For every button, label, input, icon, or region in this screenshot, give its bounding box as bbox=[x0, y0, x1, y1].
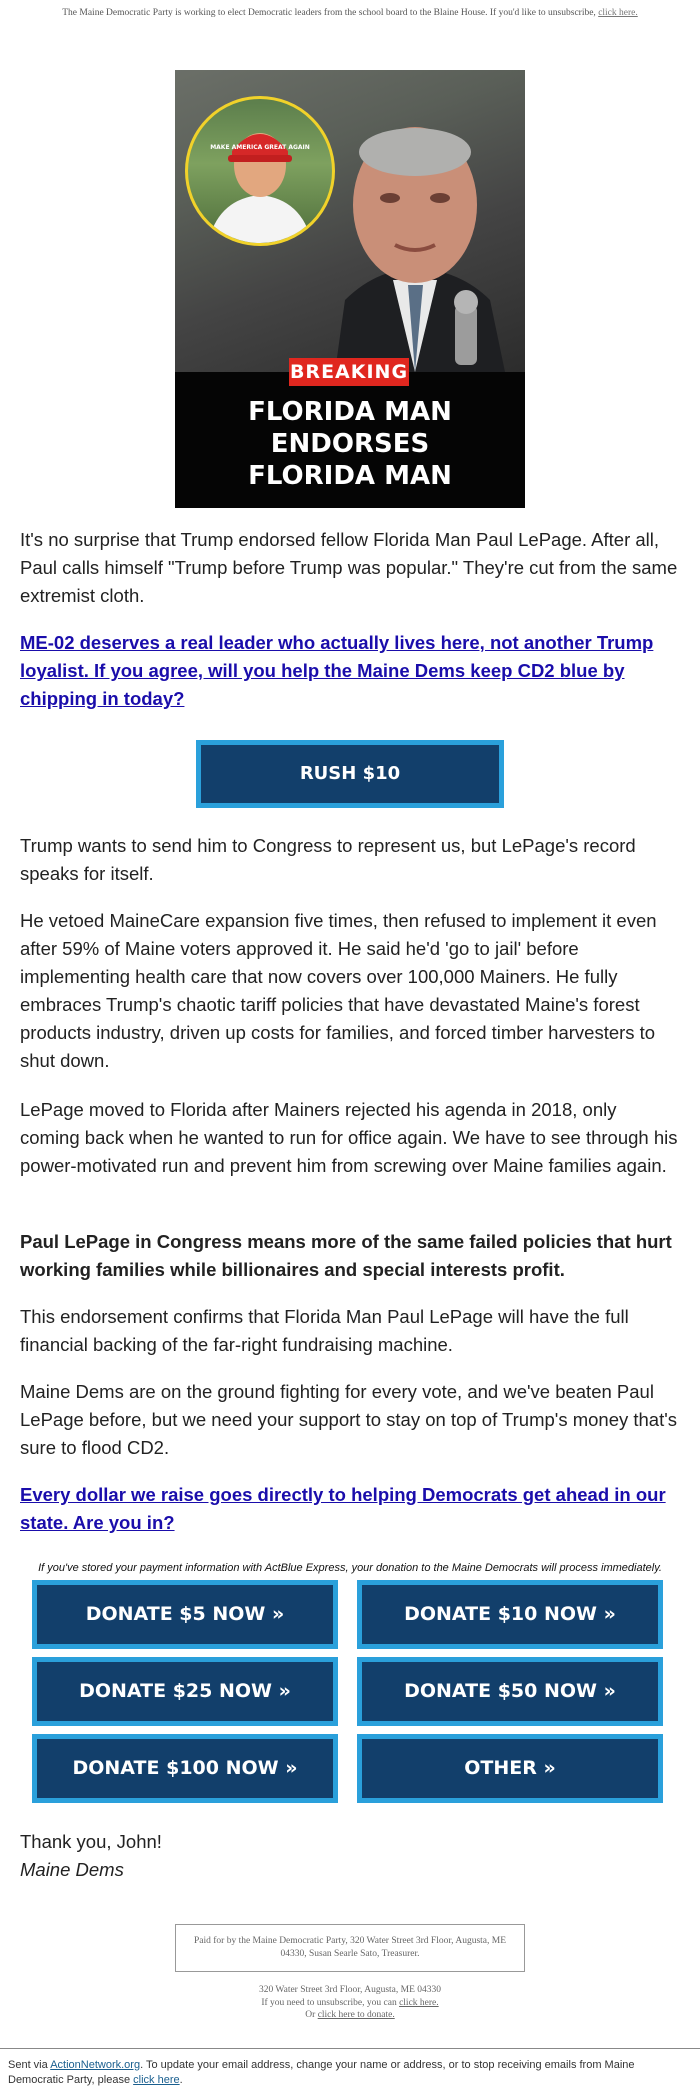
footer-divider bbox=[0, 2048, 700, 2049]
donate-link-are-you-in[interactable]: Every dollar we raise goes directly to helping Democrats get ahead in our state. Are you in? bbox=[20, 1484, 666, 1533]
paragraph-mainecare: He vetoed MaineCare expansion five times, then refused to implement it even after 59% of Maine voters approved it. He said he'd 'go to jail' before implementing health care that now covers over 100,000 Mainers. He fully embraces Trump's chaotic tariff policies that have devastated Maine's forest products industry, driven up costs for families, and forced timber harvesters to shut down. bbox=[20, 910, 657, 1071]
headline-line-1: FLORIDA MAN bbox=[248, 397, 452, 427]
paragraph-intro: It's no surprise that Trump endorsed fellow Florida Man Paul LePage. After all, Paul calls himself "Trump before Trump was popular." They're cut from the same extremist cloth. bbox=[20, 529, 678, 606]
donate-link-cd2[interactable]: ME-02 deserves a real leader who actually lives here, not another Trump loyalist. If you agree, will you help the Maine Dems keep CD2 blue by chipping in today? bbox=[20, 632, 654, 709]
sent-via-prefix: Sent via bbox=[8, 2059, 48, 2071]
actblue-disclaimer: If you've stored your payment information with ActBlue Express, your donation to the Maine Democrats will process immediately. bbox=[38, 1562, 662, 1574]
paragraph-endorsement: This endorsement confirms that Florida Man Paul LePage will have the full financial backing of the far-right fundraising machine. bbox=[20, 1306, 629, 1355]
donate-100-button[interactable] bbox=[32, 1734, 338, 1803]
footer-unsubscribe-line bbox=[0, 1997, 700, 2010]
footer-donate-link[interactable]: click here to donate. bbox=[317, 2010, 395, 2020]
donate-5-label: DONATE $5 NOW » bbox=[37, 1585, 333, 1644]
donate-25-button[interactable] bbox=[32, 1657, 338, 1726]
rush-10-button[interactable] bbox=[196, 740, 504, 808]
paid-for-disclaimer: Paid for by the Maine Democratic Party, 320 Water Street 3rd Floor, Augusta, ME 04330, Susan Searle Sato, Treasurer. bbox=[175, 1924, 525, 1972]
lepage-photo bbox=[315, 110, 515, 372]
sent-via-notice: Sent via ActionNetwork.org. To update your email address, change your name or address, or to stop receiving emails from Maine Democratic Party, please click here. bbox=[8, 2059, 635, 2086]
donate-other-label: OTHER » bbox=[362, 1739, 658, 1798]
preheader bbox=[0, 8, 700, 18]
footer-address: 320 Water Street 3rd Floor, Augusta, ME 04330 bbox=[258, 1985, 442, 1995]
footer-links bbox=[0, 1984, 700, 2022]
paragraph-ground-fight: Maine Dems are on the ground fighting for every vote, and we've beaten Paul LePage before, but we need your support to stay on top of Trump's money that's sure to flood CD2. bbox=[20, 1381, 678, 1458]
footer-donate-line bbox=[0, 2009, 700, 2022]
rush-10-label: RUSH $10 bbox=[201, 745, 499, 803]
cap-text: MAKE AMERICA GREAT AGAIN bbox=[210, 144, 310, 151]
manage-preferences-link[interactable]: click here bbox=[133, 2074, 180, 2086]
footer-or-text: Or bbox=[305, 2010, 316, 2020]
paragraph-record: Trump wants to send him to Congress to represent us, but LePage's record speaks for itself. bbox=[20, 835, 636, 884]
paragraph-failed-policies: Paul LePage in Congress means more of the same failed policies that hurt working families while billionaires and special interests profit. bbox=[20, 1231, 672, 1280]
donate-25-label: DONATE $25 NOW » bbox=[37, 1662, 333, 1721]
donate-100-label: DONATE $100 NOW » bbox=[37, 1739, 333, 1798]
paragraph-florida: LePage moved to Florida after Mainers rejected his agenda in 2018, only coming back when he wanted to run for office again. We have to see through his power-motivated run and prevent him from screwing over Maine families again. bbox=[20, 1099, 678, 1176]
donate-50-label: DONATE $50 NOW » bbox=[362, 1662, 658, 1721]
donate-other-button[interactable] bbox=[357, 1734, 663, 1803]
trump-inset-figure bbox=[188, 99, 332, 243]
donate-5-button[interactable] bbox=[32, 1580, 338, 1649]
sent-via-text: . To update your email address, change your name or address, or to stop receiving emails from Maine Democratic Party, please bbox=[8, 2059, 635, 2086]
donate-50-button[interactable] bbox=[357, 1657, 663, 1726]
closing-signature: Maine Dems bbox=[20, 1859, 124, 1880]
headline-line-2: ENDORSES bbox=[270, 429, 430, 459]
donate-10-button[interactable] bbox=[357, 1580, 663, 1649]
preheader-unsubscribe-link[interactable]: click here. bbox=[598, 8, 638, 18]
footer-unsubscribe-text: If you need to unsubscribe, you can bbox=[261, 1997, 397, 2008]
hero-image bbox=[175, 70, 525, 508]
hero-headline bbox=[175, 396, 525, 492]
breaking-badge: BREAKING bbox=[289, 358, 409, 386]
footer-unsubscribe-link[interactable]: click here. bbox=[399, 1997, 439, 2008]
trump-inset-photo bbox=[185, 96, 335, 246]
closing-thanks: Thank you, John! bbox=[20, 1831, 162, 1852]
preheader-text: The Maine Democratic Party is working to elect Democratic leaders from the school board to the Blaine House. If you'd like to unsubscribe, bbox=[62, 8, 596, 18]
donate-10-label: DONATE $10 NOW » bbox=[362, 1585, 658, 1644]
headline-line-3: FLORIDA MAN bbox=[248, 461, 452, 491]
actionnetwork-link[interactable]: ActionNetwork.org bbox=[50, 2059, 141, 2071]
